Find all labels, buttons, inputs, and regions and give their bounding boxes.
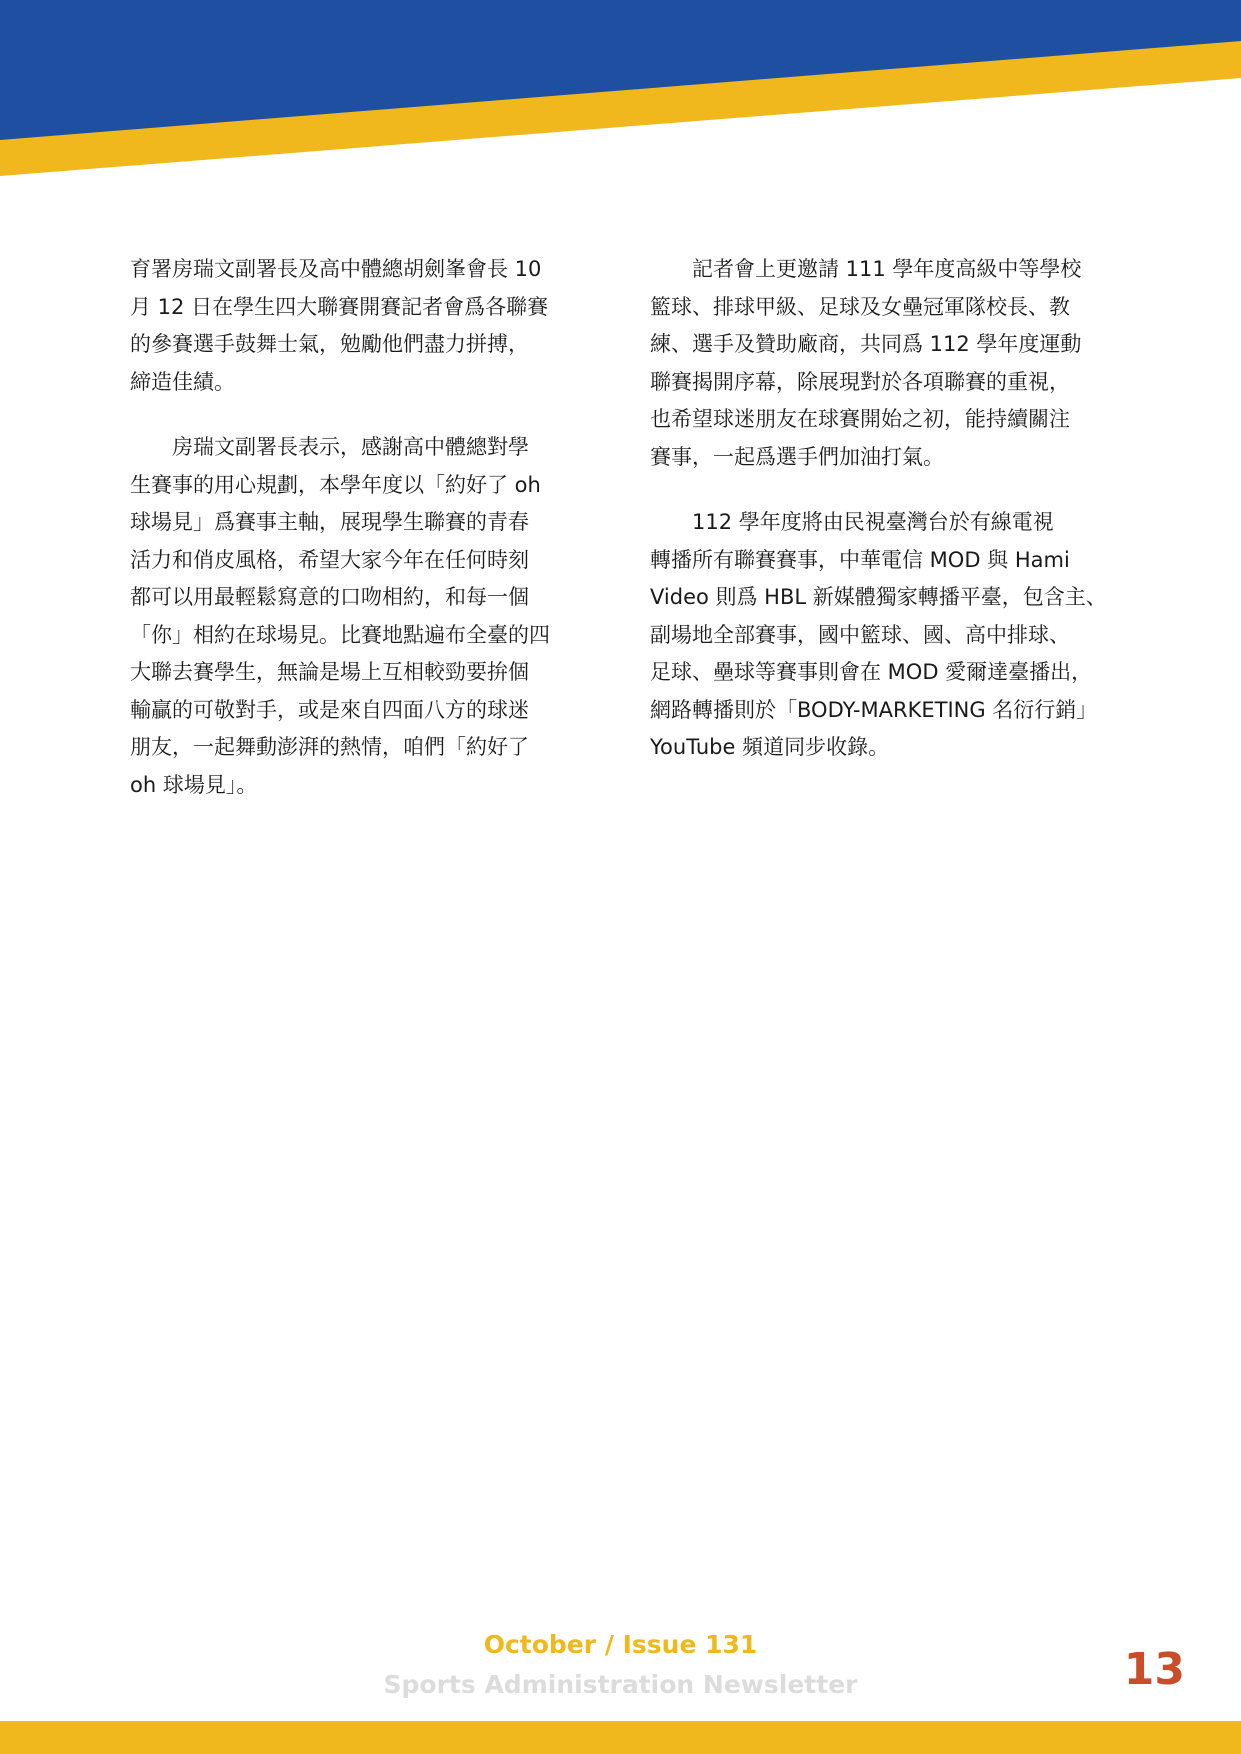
article-column-left — [130, 251, 592, 832]
footer-yellow-band — [0, 1721, 1241, 1754]
header-decoration — [0, 0, 1241, 180]
article-paragraph: 112 學年度將由民視臺灣台於有線電視 轉播所有聯賽賽事，中華電信 MOD 與 Hami Video 則爲 HBL 新媒體獨家轉播平臺，包含主、 副場地全部賽事，國中籃球、國、高中排球、 足球、壘球等賽事則會在 MOD 愛爾達臺播出， 網路轉播則於「BODY-MARKETING 名衍行銷」 YouTube 頻道同步收錄。 — [650, 510, 1107, 759]
footer-issue-label: October / Issue 131 — [483, 1630, 758, 1659]
page-number: 13 — [1123, 1644, 1185, 1695]
article-paragraph: 房瑞文副署長表示，感謝高中體總對學 生賽事的用心規劃，本學年度以「約好了 oh 球場見」爲賽事主軸，展現學生聯賽的青春 活力和俏皮風格，希望大家今年在任何時刻 都可以用最輕鬆寫意的口吻相約，和每一個 「你」相約在球場見。比賽地點遍布全臺的四 大聯去賽學生，無論是場上互相較勁要拚個 輸贏的可敬對手，或是來自四面八方的球迷 朋友，一起舞動澎湃的熱情，咱們「約好了 oh 球場見」。 — [130, 435, 550, 797]
article-paragraph: 記者會上更邀請 111 學年度高級中等學校 籃球、排球甲級、足球及女壘冠軍隊校長、教 練、選手及贊助廠商，共同爲 112 學年度運動 聯賽揭開序幕，除展現對於各項聯賽的重視， 也希望球迷朋友在球賽開始之初，能持續關注 賽事，一起爲選手們加油打氣。 — [650, 257, 1082, 469]
footer-newsletter-name: Sports Administration Newsletter — [383, 1670, 858, 1699]
article-paragraph: 育署房瑞文副署長及高中體總胡劍峯會長 10 月 12 日在學生四大聯賽開賽記者會爲各聯賽 的參賽選手鼓舞士氣，勉勵他們盡力拼搏， 締造佳績。 — [130, 257, 549, 394]
article-column-right — [650, 251, 1112, 795]
